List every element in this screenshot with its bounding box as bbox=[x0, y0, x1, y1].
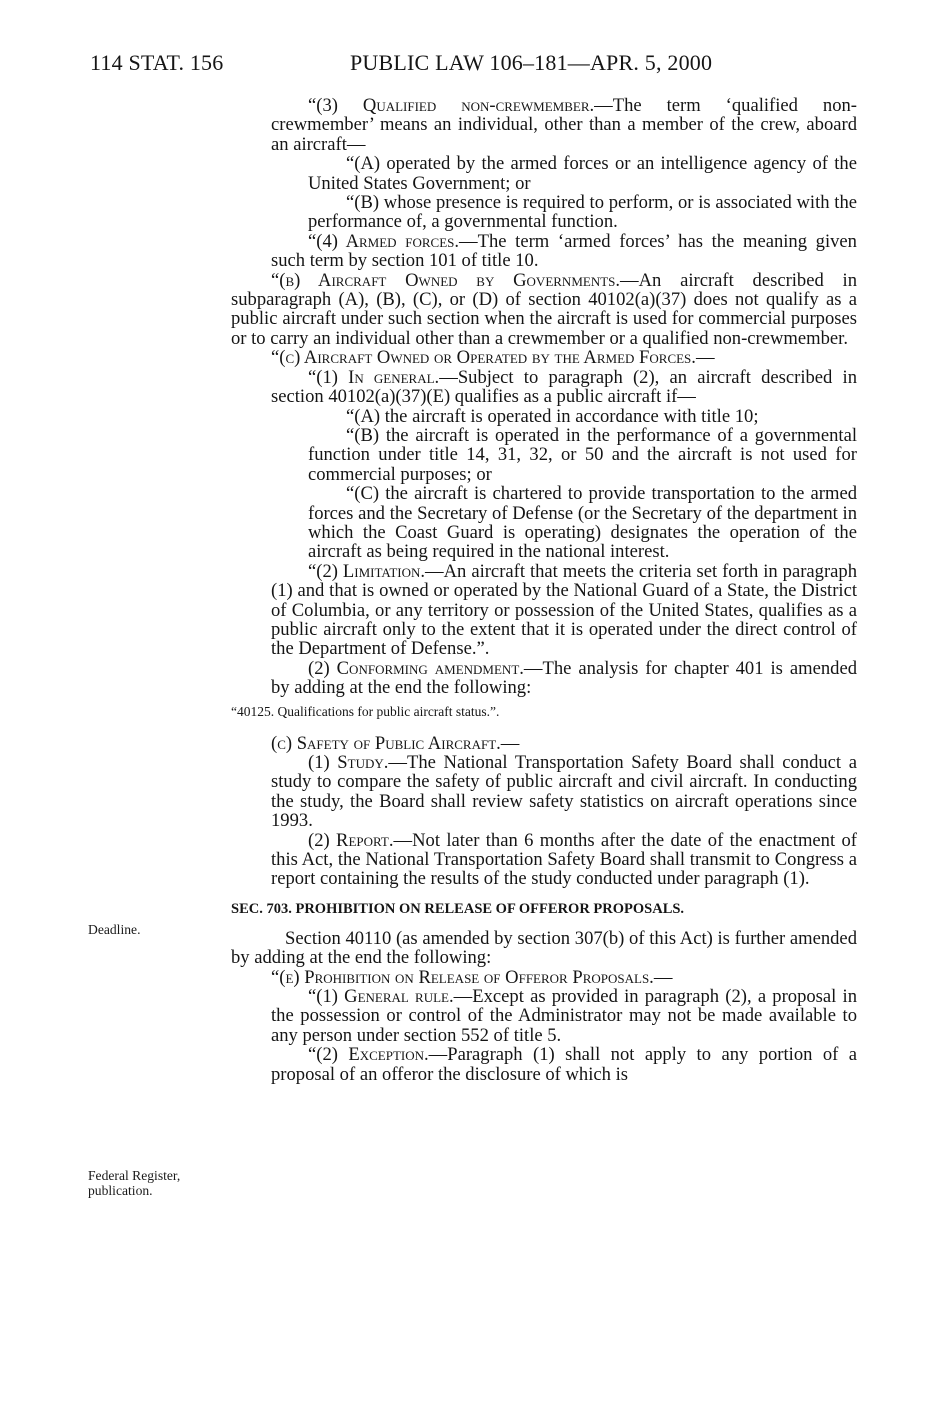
paragraph-limitation bbox=[231, 562, 857, 659]
paragraph-b-presence: “(B) whose presence is required to perform, or is associated with the performance of, a governmental function. bbox=[308, 192, 857, 233]
paragraph-conforming-amendment bbox=[231, 659, 857, 698]
paragraph-text: —The term ‘armed forces’ has the meaning given such term by section 101 of title 10. bbox=[271, 230, 857, 272]
paragraph-label: (2) Report. bbox=[308, 829, 394, 851]
paragraph-text: —The analysis for chapter 401 is amended by adding at the end the following: bbox=[271, 657, 857, 699]
paragraph-label: “(e) Prohibition on Release of Offeror Proposals. bbox=[271, 966, 654, 988]
paragraph-text: —Not later than 6 months after the date of the enactment of this Act, the National Transportation Safety Board shall transmit to Congress a report containing the results of the study conducted under paragraph (1). bbox=[271, 829, 857, 890]
paragraph-c-chartered: “(C) the aircraft is chartered to provide transportation to the armed forces and the Secretary of Defense (or the Secretary of the department in which the Coast Guard is operating) designates the operation of the aircraft as being required in the national interest. bbox=[308, 483, 857, 563]
margin-note-federal-register-line2: publication. bbox=[88, 1183, 153, 1198]
paragraph-text: —An aircraft described in subparagraph (A), (B), (C), or (D) of section 40102(a)(37) does not qualify as a public aircraft under such section when the aircraft is used for commercial purposes or to carry an individual other than a crewmember or a qualified non-crewmember. bbox=[231, 269, 857, 349]
paragraph-label: “(1) General rule. bbox=[308, 986, 454, 1008]
paragraph-text: —The term ‘qualified non-crewmember’ means an individual, other than a member of the crew, aboard an aircraft— bbox=[271, 95, 857, 155]
paragraph-label: “(4) Armed forces. bbox=[308, 230, 460, 252]
paragraph-prohibition-on-release bbox=[231, 968, 857, 987]
paragraph-general-rule bbox=[231, 987, 857, 1045]
paragraph-armed-forces-aircraft bbox=[231, 348, 857, 367]
section-heading: SEC. 703. PROHIBITION ON RELEASE OF OFFEROR PROPOSALS. bbox=[231, 900, 685, 917]
chapter-analysis-entry: “40125. Qualifications for public aircraft status.”. bbox=[231, 703, 500, 719]
paragraph-text: —The National Transportation Safety Board shall conduct a study to compare the safety of public aircraft and civil aircraft. In conducting the study, the Board shall review safety statistics on aircraft operations since 1993. bbox=[271, 752, 857, 832]
paragraph-text: — bbox=[500, 732, 520, 754]
paragraph-text: —An aircraft that meets the criteria set forth in paragraph (1) and that is owned or operated by the National Guard of a State, the District of Columbia, or any territory or possession of the United States, qualifies as a public aircraft only to the extent that it is operated under the direct control of the Department of Defense.”. bbox=[271, 560, 857, 660]
paragraph-text: — bbox=[695, 347, 715, 369]
paragraph-qualified-non-crewmember bbox=[231, 96, 857, 154]
paragraph-text: —Except as provided in paragraph (2), a proposal in the possession or control of the Administrator may not be made available to any person under section 552 of title 5. bbox=[271, 986, 857, 1046]
page-header bbox=[90, 50, 740, 80]
paragraph-text: —Subject to paragraph (2), an aircraft described in section 40102(a)(37)(E) qualifies as a public aircraft if— bbox=[271, 366, 857, 408]
paragraph-report bbox=[231, 831, 857, 889]
paragraph-label: “(2) Limitation. bbox=[308, 560, 426, 582]
statute-page-number: 114 STAT. 156 bbox=[90, 50, 224, 75]
paragraph-label: “(2) Exception. bbox=[308, 1044, 429, 1066]
paragraph-label: “(b) Aircraft Owned by Governments. bbox=[271, 269, 621, 291]
paragraph-label: (c) Safety of Public Aircraft. bbox=[271, 732, 501, 754]
paragraph-aircraft-owned-by-governments bbox=[231, 271, 857, 349]
paragraph-a-operated: “(A) operated by the armed forces or an intelligence agency of the United States Government; or bbox=[308, 153, 857, 194]
paragraph-text: — bbox=[653, 966, 673, 988]
paragraph-label: (2) Conforming amendment. bbox=[308, 657, 524, 679]
body-text bbox=[231, 96, 857, 1084]
margin-note-federal-register-line1: Federal Register, bbox=[88, 1168, 181, 1183]
paragraph-label: (1) Study. bbox=[308, 752, 389, 773]
margin-note-federal-register bbox=[88, 1168, 180, 1198]
paragraph-in-general bbox=[231, 368, 857, 407]
public-law-citation: PUBLIC LAW 106–181—APR. 5, 2000 bbox=[350, 50, 713, 75]
paragraph-armed-forces bbox=[231, 232, 857, 271]
paragraph-exception bbox=[231, 1045, 857, 1084]
paragraph-label: “(c) Aircraft Owned or Operated by the Armed Forces. bbox=[271, 347, 696, 369]
paragraph-study bbox=[231, 753, 857, 831]
paragraph-label: “(3) Qualified non-crewmember. bbox=[308, 95, 595, 116]
paragraph-b-governmental-function: “(B) the aircraft is operated in the performance of a governmental function under title 14, 31, 32, or 50 and the aircraft is not used for commercial purposes; or bbox=[308, 424, 857, 485]
margin-note-deadline: Deadline. bbox=[88, 922, 141, 937]
paragraph-section-40110: Section 40110 (as amended by section 307(b) of this Act) is further amended by adding at the end the following: bbox=[231, 927, 857, 969]
paragraph-text: —Paragraph (1) shall not apply to any portion of a proposal of an offeror the disclosure of which is bbox=[271, 1044, 857, 1085]
paragraph-a-title-10: “(A) the aircraft is operated in accordance with title 10; bbox=[346, 405, 759, 427]
paragraph-safety-of-public-aircraft bbox=[231, 734, 857, 753]
paragraph-label: “(1) In general. bbox=[308, 366, 440, 388]
